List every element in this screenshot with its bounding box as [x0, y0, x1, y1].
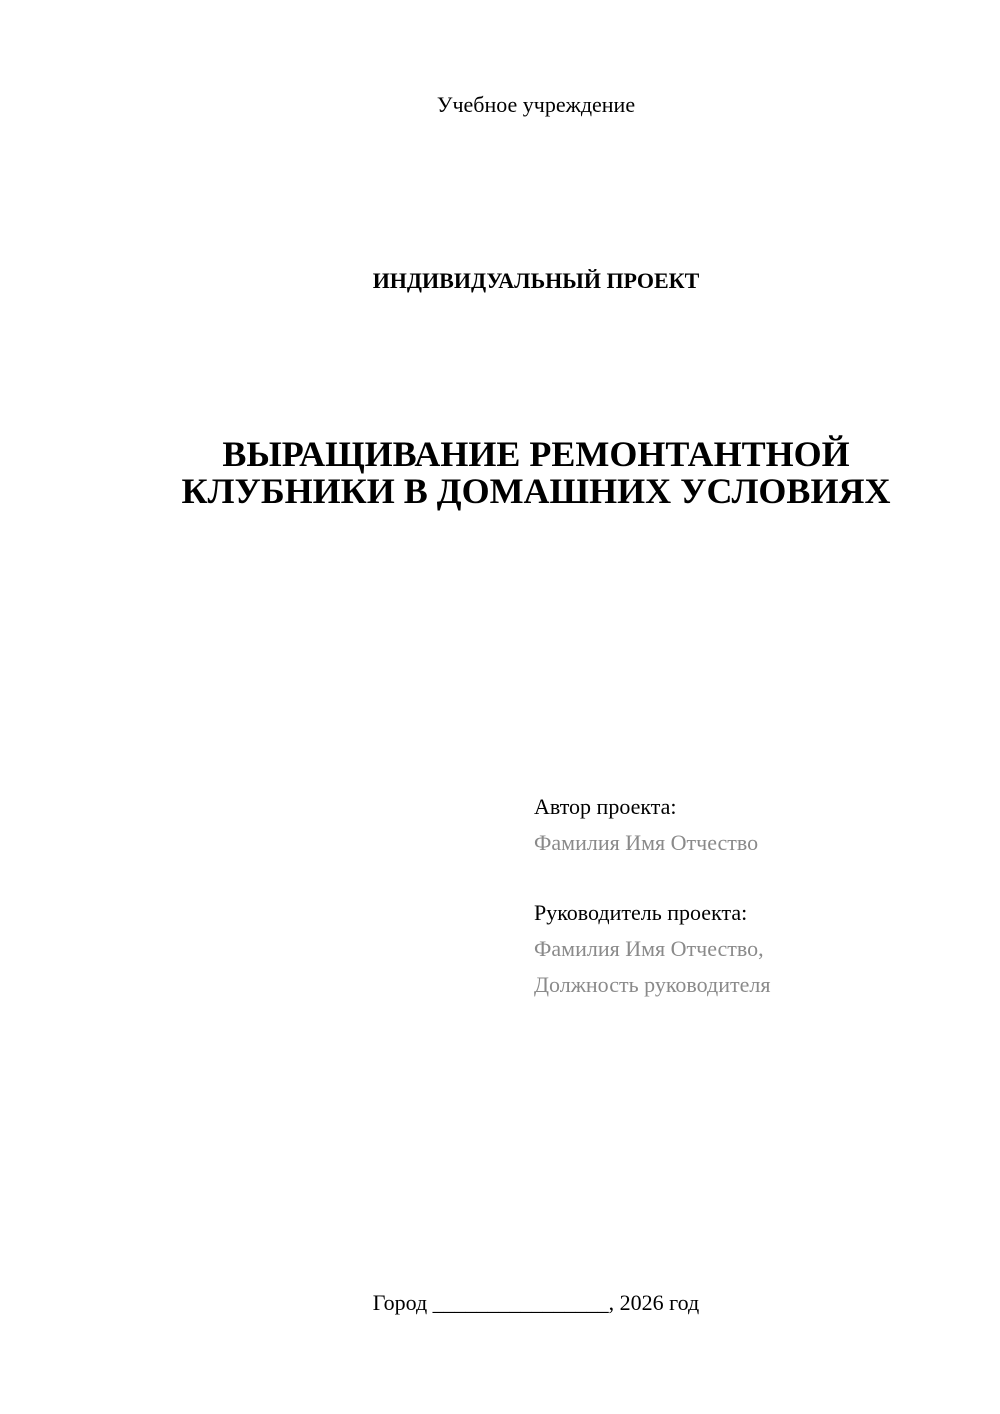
city-blank: ________________	[432, 1290, 609, 1315]
supervisor-name-placeholder: Фамилия Имя Отчество,	[534, 936, 764, 961]
city-label: Город	[372, 1290, 428, 1315]
project-title-line-1: ВЫРАЩИВАНИЕ РЕМОНТАНТНОЙ	[222, 434, 850, 474]
author-name-placeholder: Фамилия Имя Отчество	[534, 830, 759, 855]
project-title-line-2: КЛУБНИКИ В ДОМАШНИХ УСЛОВИЯХ	[181, 471, 891, 511]
author-label: Автор проекта:	[534, 794, 677, 819]
project-type-heading: ИНДИВИДУАЛЬНЫЙ ПРОЕКТ	[372, 268, 700, 293]
supervisor-label: Руководитель проекта:	[534, 900, 748, 925]
credits-block	[534, 789, 770, 1003]
project-title	[0, 436, 1000, 510]
institution-name: Учебное учреждение	[436, 92, 636, 117]
supervisor-position-placeholder: Должность руководителя	[534, 972, 771, 997]
city-year-line	[0, 1290, 1000, 1316]
year-text: , 2026 год	[608, 1290, 700, 1315]
